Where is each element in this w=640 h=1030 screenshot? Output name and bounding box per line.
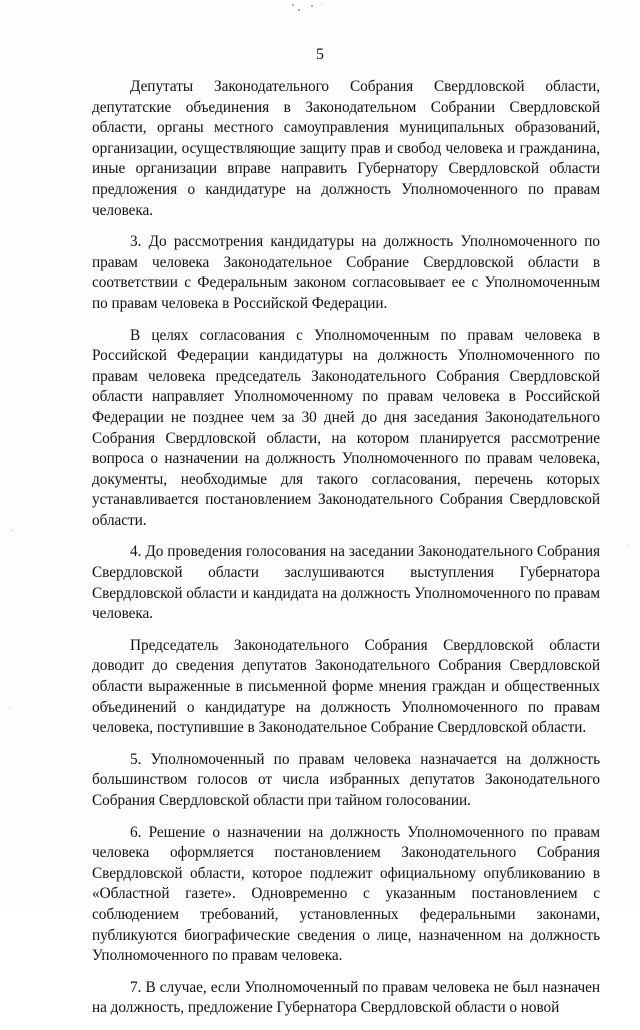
- paragraph: Председатель Законодательного Собрания Свердловской области доводит до сведения депутатов Законодательного Собрания Свердловской области выраженные в письменной форме мнения граждан и общественных объединений о кандидатуре на должность Уполномоченного по правам человека, поступившие в Законодательное Собрание Свердловской области.: [92, 636, 600, 737]
- scan-speck: [12, 530, 13, 531]
- scan-speck: [311, 5, 313, 7]
- paragraph: 3. До рассмотрения кандидатуры на должность Уполномоченного по правам человека Законодательное Собрание Свердловской области в соответствии с Федеральным законом согласовывает ее с Уполномоченным по правам человека в Российской Федерации.: [92, 233, 600, 312]
- paragraph: В целях согласования с Уполномоченным по правам человека в Российской Федерации кандидатуры на должность Уполномоченного по правам человека председатель Законодательного Собрания Свердловской области направляет Уполномоченному по правам человека в Российской Федерации не позднее чем за 30 дней до дня заседания Законодательного Собрания Свердловской области, на котором планируется рассмотрение вопроса о назначении на должность Уполномоченного по правам человека, документы, необходимые для такого согласования, перечень которых устанавливается постановлением Законодательного Собрания Свердловской области.: [92, 326, 600, 529]
- page-number: 5: [316, 46, 324, 63]
- scan-speck: [627, 545, 628, 546]
- paragraph: Депутаты Законодательного Собрания Свердловской области, депутатские объединения в Законодательном Собрании Свердловской области, органы местного самоуправления муниципальных образований, организации, осуществляющие защиту прав и свобод человека и гражданина, иные организации вправе направить Губернатору Свердловской области предложения о кандидатуре на должность Уполномоченного по правам человека.: [92, 78, 600, 219]
- paragraph: 7. В случае, если Уполномоченный по правам человека не был назначен на должность, предложение Губернатора Свердловской области о новой: [92, 978, 600, 1017]
- paragraph: 4. До проведения голосования на заседании Законодательного Собрания Свердловской области заслушиваются выступления Губернатора Свердловской области и кандидата на должность Уполномоченного по правам человека.: [92, 543, 600, 623]
- paragraph: 6. Решение о назначении на должность Уполномоченного по правам человека оформляется постановлением Законодательного Собрания Свердловской области, которое подлежит официальному опубликованию в «Областной газете». Одновременно с указанным постановлением с соблюдением требований, установленных федеральными законами, публикуются биографические сведения о лице, назначенном на должность Уполномоченного по правам человека.: [92, 823, 600, 965]
- scan-speck: [298, 9, 300, 11]
- document-body: [92, 77, 600, 1030]
- scan-speck: [9, 708, 10, 709]
- paragraph: 5. Уполномоченный по правам человека назначается на должность большинством голосов от числа избранных депутатов Законодательного Собрания Свердловской области при тайном голосовании.: [92, 750, 600, 809]
- scan-speck: [292, 4, 294, 6]
- scan-speck: [321, 3, 322, 4]
